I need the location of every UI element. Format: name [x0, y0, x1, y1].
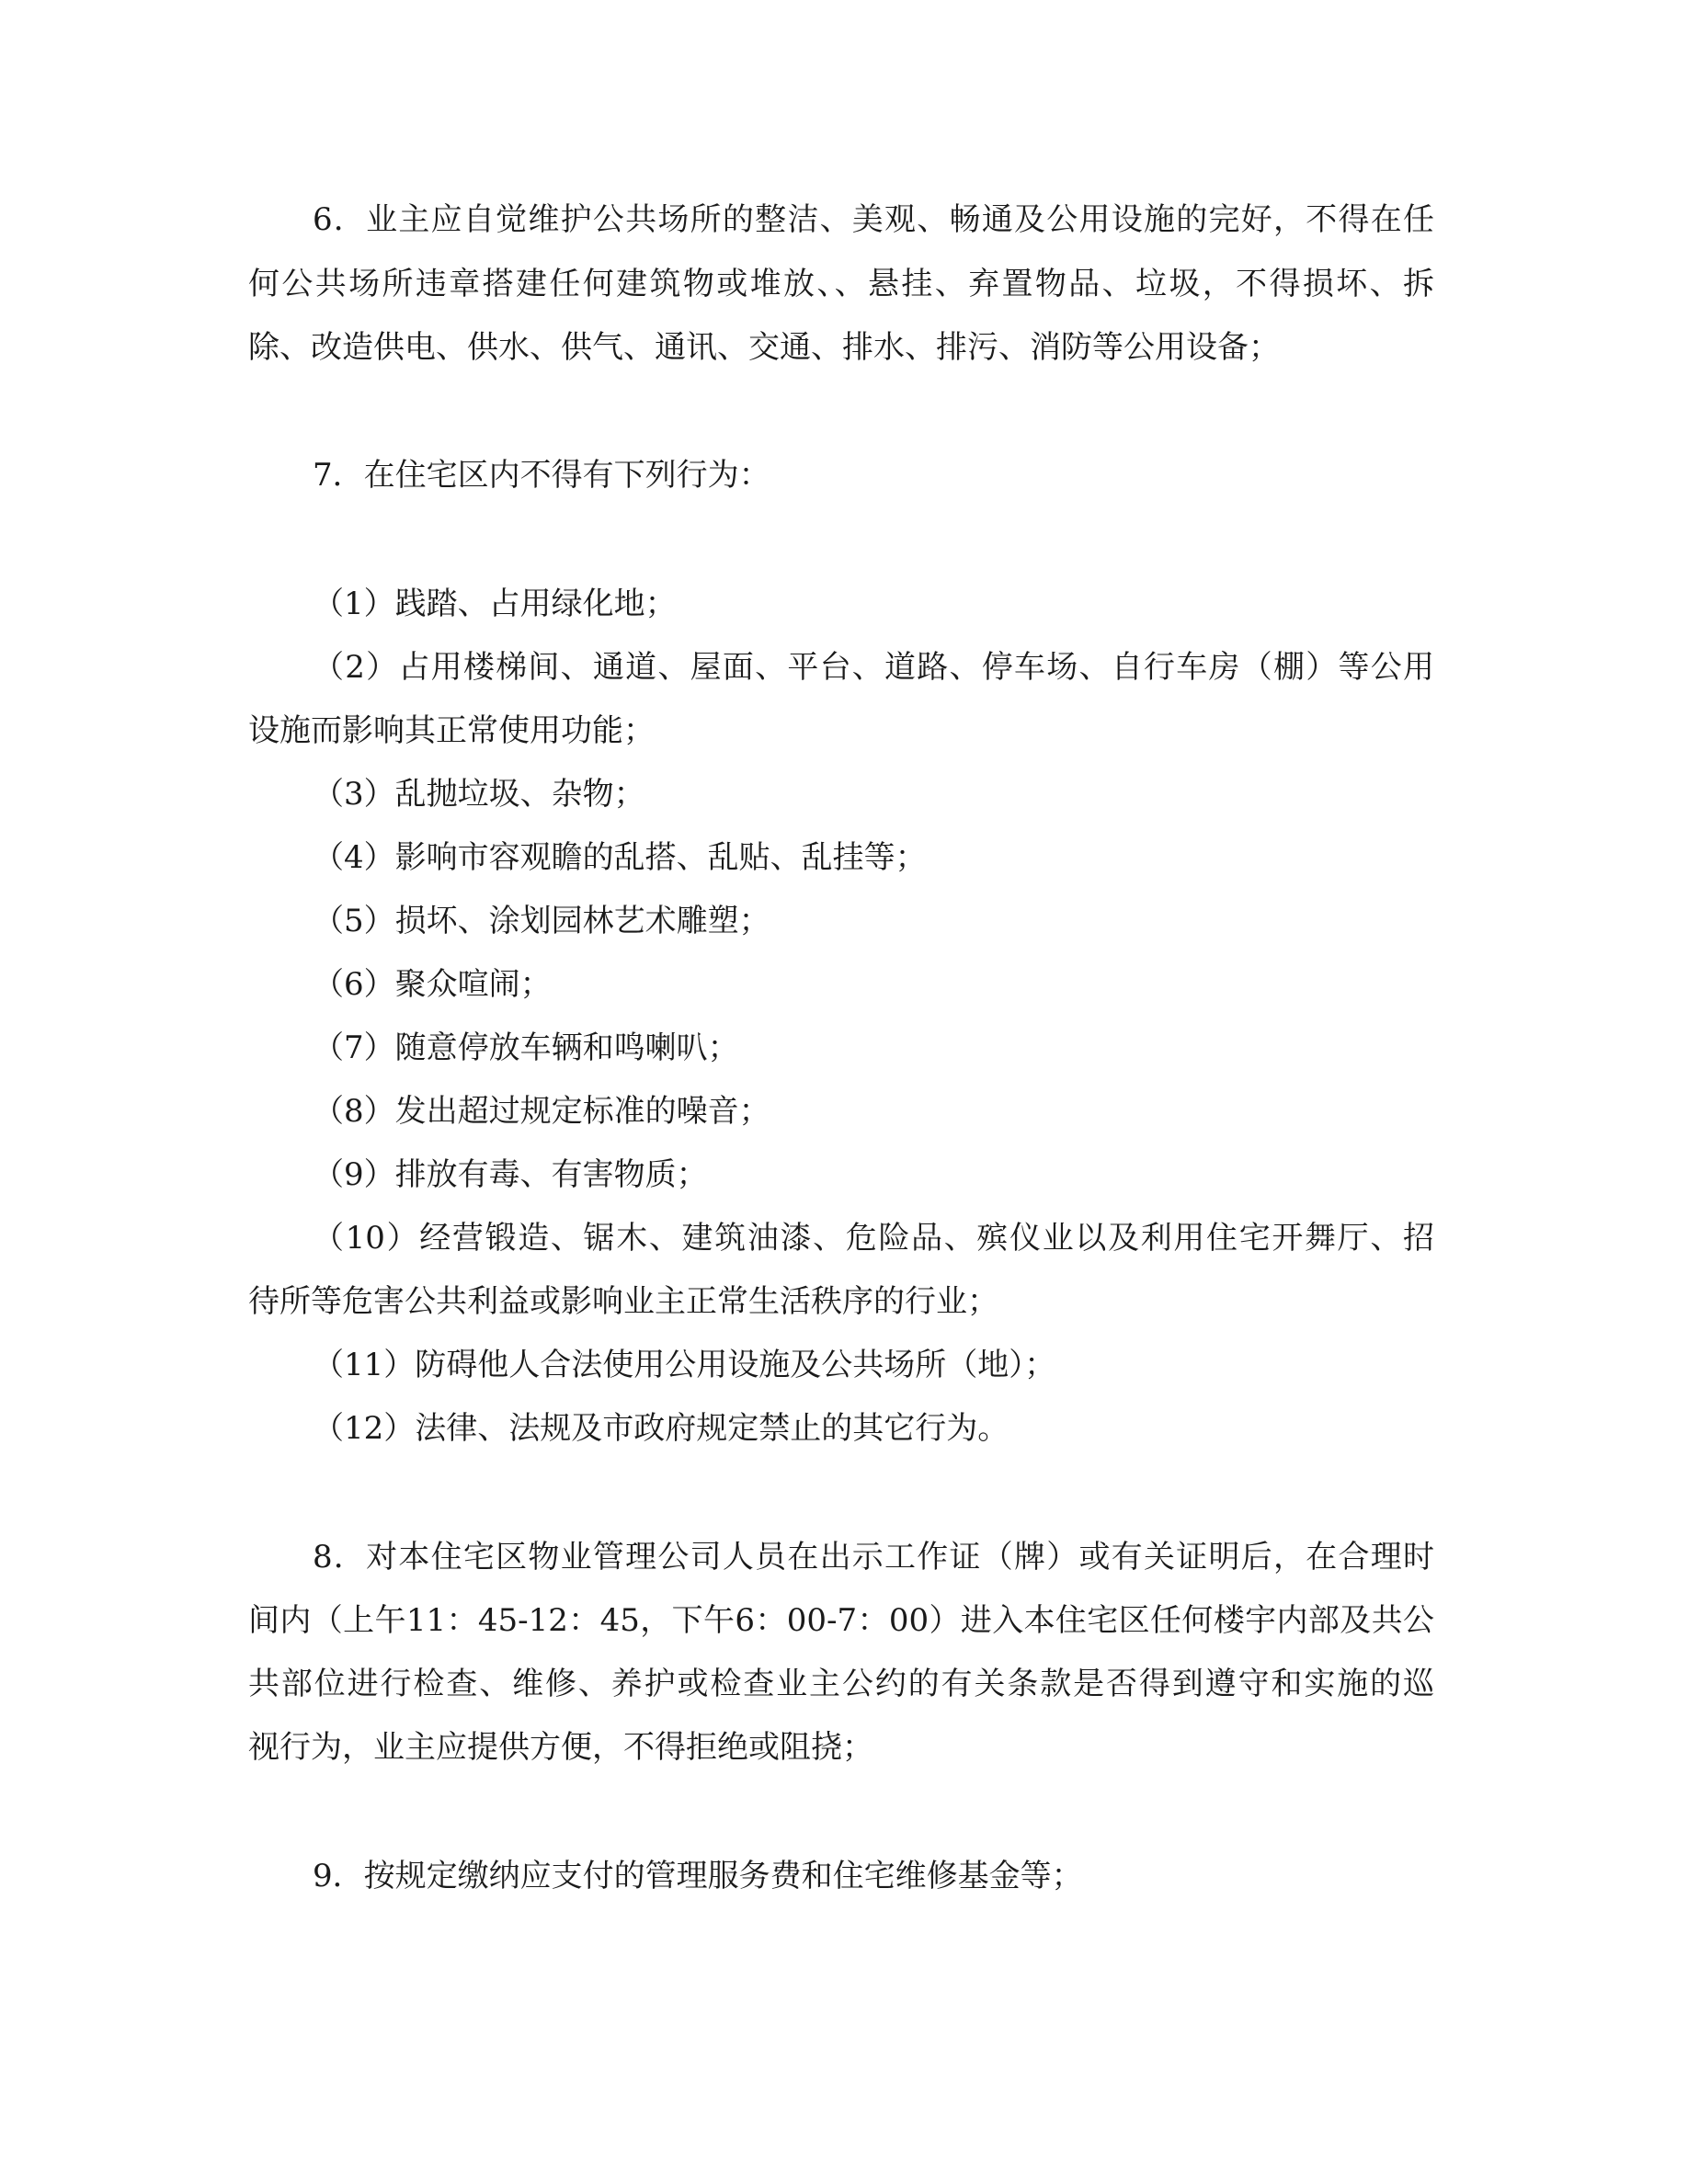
clause-7-item-6: （6）聚众喧闹； [313, 966, 552, 1003]
clause-7-item-11: （11）防碍他人合法使用公用设施及公共场所（地）； [313, 1347, 1056, 1383]
clause-9-line-1: 9．按规定缴纳应支付的管理服务费和住宅维修基金等； [313, 1858, 1083, 1894]
clause-8-line-3: 共部位进行检查、维修、养护或检查业主公约的有关条款是否得到遵守和实施的巡 [248, 1666, 1434, 1702]
clause-7-item-12: （12）法律、法规及市政府规定禁止的其它行为。 [313, 1410, 1009, 1447]
clause-8-line-2: 间内（上午11：45-12：45，下午6：00-7：00）进入本住宅区任何楼宇内部及共公 [248, 1602, 1434, 1639]
clause-6-line-3: 除、改造供电、供水、供气、通讯、交通、排水、排污、消防等公用设备； [248, 329, 1280, 366]
clause-7-item-4: （4）影响市容观瞻的乱搭、乱贴、乱挂等； [313, 839, 927, 876]
clause-7-item-5: （5）损坏、涂划园林艺术雕塑； [313, 903, 770, 939]
clause-7-item-10-line-1: （10）经营锻造、锯木、建筑油漆、危险品、殡仪业以及利用住宅开舞厅、招 [313, 1220, 1434, 1257]
clause-7-item-3: （3）乱抛垃圾、杂物； [313, 776, 645, 813]
clause-7-item-2-line-1: （2）占用楼梯间、通道、屋面、平台、道路、停车场、自行车房（棚）等公用 [313, 649, 1434, 686]
clause-6-line-2: 何公共场所违章搭建任何建筑物或堆放、、悬挂、弃置物品、垃圾，不得损坏、拆 [248, 266, 1434, 302]
clause-7-item-2-line-2: 设施而影响其正常使用功能； [248, 712, 655, 749]
clause-8-line-1: 8．对本住宅区物业管理公司人员在出示工作证（牌）或有关证明后，在合理时 [313, 1539, 1434, 1575]
clause-7-item-8: （8）发出超过规定标准的噪音； [313, 1093, 770, 1130]
clause-7-item-10-line-2: 待所等危害公共利益或影响业主正常生活秩序的行业； [248, 1283, 998, 1320]
clause-7-heading: 7．在住宅区内不得有下列行为： [313, 457, 770, 494]
clause-7-item-1: （1）践踏、占用绿化地； [313, 586, 677, 622]
clause-8-line-4: 视行为，业主应提供方便，不得拒绝或阻挠； [248, 1729, 873, 1766]
clause-7-item-9: （9）排放有毒、有害物质； [313, 1156, 708, 1193]
clause-7-item-7: （7）随意停放车辆和鸣喇叭； [313, 1029, 739, 1066]
clause-6-line-1: 6．业主应自觉维护公共场所的整洁、美观、畅通及公用设施的完好，不得在任 [313, 201, 1434, 238]
